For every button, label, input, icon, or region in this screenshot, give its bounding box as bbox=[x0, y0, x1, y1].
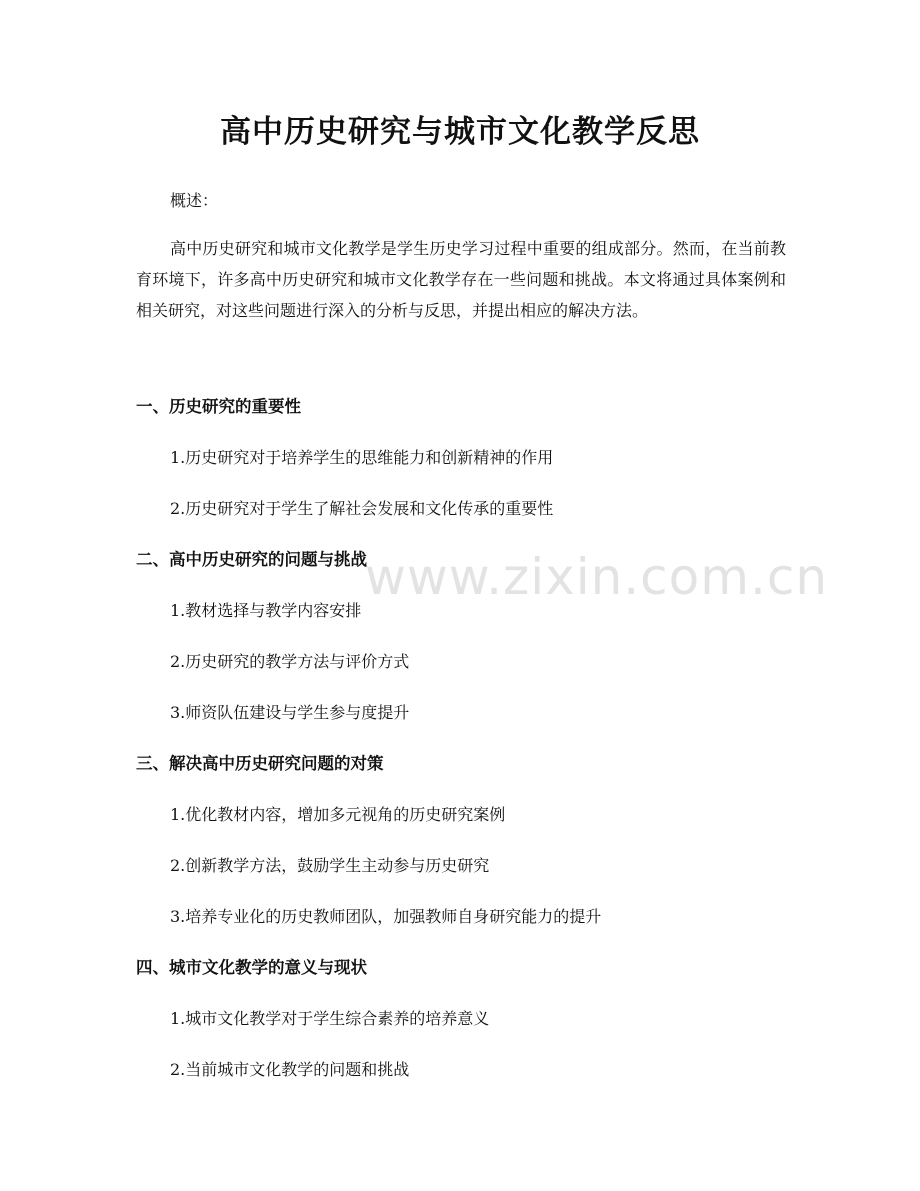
list-item: 3.培养专业化的历史教师团队，加强教师自身研究能力的提升 bbox=[170, 907, 602, 926]
list-item: 2.当前城市文化教学的问题和挑战 bbox=[170, 1060, 410, 1079]
list-item: 1.教材选择与教学内容安排 bbox=[170, 601, 362, 620]
list-item: 3.师资队伍建设与学生参与度提升 bbox=[170, 703, 410, 722]
section-heading-2: 二、高中历史研究的问题与挑战 bbox=[136, 550, 367, 569]
list-item: 2.历史研究对于学生了解社会发展和文化传承的重要性 bbox=[170, 499, 554, 518]
section-heading-3: 三、解决高中历史研究问题的对策 bbox=[136, 754, 384, 773]
list-item: 1.城市文化教学对于学生综合素养的培养意义 bbox=[170, 1009, 490, 1028]
section-heading-1: 一、历史研究的重要性 bbox=[136, 397, 301, 416]
list-item: 1.优化教材内容，增加多元视角的历史研究案例 bbox=[170, 805, 506, 824]
intro-paragraph: 高中历史研究和城市文化教学是学生历史学习过程中重要的组成部分。然而，在当前教育环境下，许多高中历史研究和城市文化教学存在一些问题和挑战。本文将通过具体案例和相关研究，对这些问题进行深入的分析与反思，并提出相应的解决方法。 bbox=[136, 239, 786, 320]
overview-label: 概述： bbox=[170, 191, 219, 210]
list-item: 2.历史研究的教学方法与评价方式 bbox=[170, 652, 410, 671]
list-item: 2.创新教学方法，鼓励学生主动参与历史研究 bbox=[170, 856, 490, 875]
watermark-text: www.zixin.com.cn bbox=[365, 548, 829, 606]
page-title: 高中历史研究与城市文化教学反思 bbox=[220, 114, 700, 150]
section-heading-4: 四、城市文化教学的意义与现状 bbox=[136, 958, 367, 977]
list-item: 1.历史研究对于培养学生的思维能力和创新精神的作用 bbox=[170, 448, 554, 467]
